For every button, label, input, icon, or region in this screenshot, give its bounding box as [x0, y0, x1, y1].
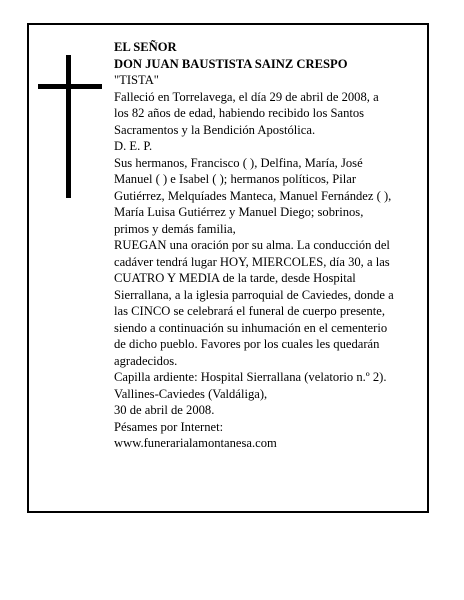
body-line: RUEGAN una oración por su alma. La conducción del — [114, 238, 390, 252]
body-line: Sacramentos y la Bendición Apostólica. — [114, 122, 316, 137]
cross-icon — [66, 55, 71, 198]
body-line: siendo a continuación su inhumación en el cementerio — [114, 320, 388, 335]
body-line: primos y demás familia, — [114, 221, 236, 236]
body-line: Sierrallana, a la iglesia parroquial de Caviedes, donde a — [114, 287, 394, 302]
body-line: Manuel ( ) e Isabel ( ); hermanos políticos, Pilar — [114, 172, 357, 186]
location-line: Vallines-Caviedes (Valdáliga), — [114, 386, 268, 401]
body-line: CUATRO Y MEDIA de la tarde, desde Hospital — [114, 271, 356, 285]
date-line: 30 de abril de 2008. — [114, 403, 215, 417]
cross-icon-crossbar — [38, 84, 102, 89]
body-line: los 82 años de edad, habiendo recibido los Santos — [114, 106, 365, 120]
body-line: Falleció en Torrelavega, el día 29 de abril de 2008, a — [114, 89, 379, 104]
body-line: las CINCO se celebrará el funeral de cuerpo presente, — [114, 304, 385, 318]
body-line: Sus hermanos, Francisco ( ), Delfina, María, José — [114, 155, 363, 170]
header-title: EL SEÑOR — [114, 40, 177, 54]
deceased-name: DON JUAN BAUSTISTA SAINZ CRESPO — [114, 56, 348, 71]
body-line: María Luisa Gutiérrez y Manuel Diego; sobrinos, — [114, 205, 364, 219]
body-line: cadáver tendrá lugar HOY, MIERCOLES, día 30, a las — [114, 254, 390, 269]
deceased-nickname: "TISTA" — [114, 73, 159, 87]
condolences-label: Pésames por Internet: — [114, 419, 224, 434]
body-line: de dicho pueblo. Favores por los cuales les quedarán — [114, 337, 380, 351]
body-line: agradecidos. — [114, 353, 178, 368]
rip-line: D. E. P. — [114, 139, 153, 153]
body-line: Gutiérrez, Melquíades Manteca, Manuel Fernández ( ), — [114, 188, 392, 203]
condolences-link[interactable]: www.funerarialamontanesa.com — [114, 436, 277, 450]
obituary-text — [114, 39, 420, 452]
chapel-line: Capilla ardiente: Hospital Sierrallana (velatorio n.º 2). — [114, 370, 387, 384]
